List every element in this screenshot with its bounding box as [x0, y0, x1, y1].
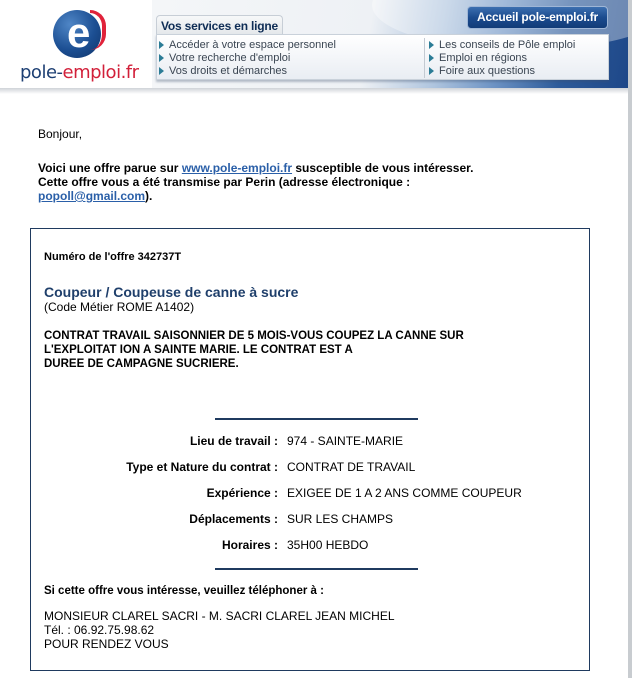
offer-title: Coupeur / Coupeuse de canne à sucre — [44, 284, 299, 300]
header-divider — [0, 88, 632, 94]
contact-heading: Si cette offre vous intéresse, veuillez téléphoner à : — [44, 585, 324, 597]
contact-name: MONSIEUR CLAREL SACRI - M. SACRI CLAREL JEAN MICHEL — [44, 609, 395, 623]
triangle-right-icon — [429, 41, 434, 49]
header — [0, 0, 632, 92]
intro-paragraph: Voici une offre parue sur www.pole-emploi.fr susceptible de vous intéresser. Cette offre vous a été transmise par Perin (adresse électronique : popoll@gmail.com). — [38, 161, 474, 203]
pole-emploi-site-link[interactable]: www.pole-emploi.fr — [181, 161, 293, 175]
detail-row-experience: Expérience : EXIGEE DE 1 A 2 ANS COMME COUPEUR — [206, 486, 522, 500]
pole-emploi-logo[interactable] — [16, 8, 140, 84]
triangle-right-icon — [159, 54, 164, 62]
offer-rome-code: (Code Métier ROME A1402) — [44, 300, 195, 314]
link-conseils-pole-emploi[interactable]: Les conseils de Pôle emploi — [429, 38, 575, 51]
triangle-right-icon — [159, 41, 164, 49]
sender-email-link[interactable]: popoll@gmail.com — [38, 189, 146, 203]
triangle-right-icon — [159, 67, 164, 75]
detail-row-deplacements: Déplacements : SUR LES CHAMPS — [189, 512, 394, 526]
accueil-pole-emploi-button[interactable]: Accueil pole-emploi.fr — [467, 6, 608, 29]
divider-bottom — [215, 568, 418, 570]
link-foire-aux-questions[interactable]: Foire aux questions — [429, 64, 575, 77]
window-right-edge — [628, 0, 632, 678]
contact-info — [44, 609, 395, 651]
offer-number: Numéro de l'offre 342737T — [44, 251, 182, 263]
link-emploi-regions[interactable]: Emploi en régions — [429, 51, 575, 64]
links-column-left — [159, 38, 336, 77]
job-offer-box — [30, 228, 590, 671]
logo-wordmark: pole-emploi.fr — [20, 62, 139, 83]
link-espace-personnel[interactable]: Accéder à votre espace personnel — [159, 38, 336, 51]
detail-row-contrat: Type et Nature du contrat : CONTRAT DE TRAVAIL — [126, 460, 416, 474]
contact-note: POUR RENDEZ VOUS — [44, 637, 169, 651]
link-droits-demarches[interactable]: Vos droits et démarches — [159, 64, 336, 77]
tab-vos-services-en-ligne[interactable]: Vos services en ligne — [156, 15, 283, 35]
offer-description: CONTRAT TRAVAIL SAISONNIER DE 5 MOIS-VOUS COUPEZ LA CANNE SUR L'EXPLOITAT ION A SAINTE MARIE. LE CONTRAT EST A DUREE DE CAMPAGNE SUCRIERE. — [44, 330, 464, 370]
triangle-right-icon — [429, 67, 434, 75]
links-column-right — [424, 38, 575, 78]
link-recherche-emploi[interactable]: Votre recherche d'emploi — [159, 51, 336, 64]
logo-letter-e: e — [67, 9, 91, 56]
logo-red-arc-icon — [90, 10, 106, 50]
greeting-text: Bonjour, — [38, 127, 83, 141]
detail-row-lieu: Lieu de travail : 974 - SAINTE-MARIE — [189, 434, 404, 448]
divider-top — [215, 418, 418, 420]
triangle-right-icon — [429, 54, 434, 62]
services-links-panel — [156, 34, 609, 80]
contact-phone: Tél. : 06.92.75.98.62 — [44, 623, 155, 637]
detail-row-horaires: Horaires : 35H00 HEBDO — [221, 538, 369, 552]
